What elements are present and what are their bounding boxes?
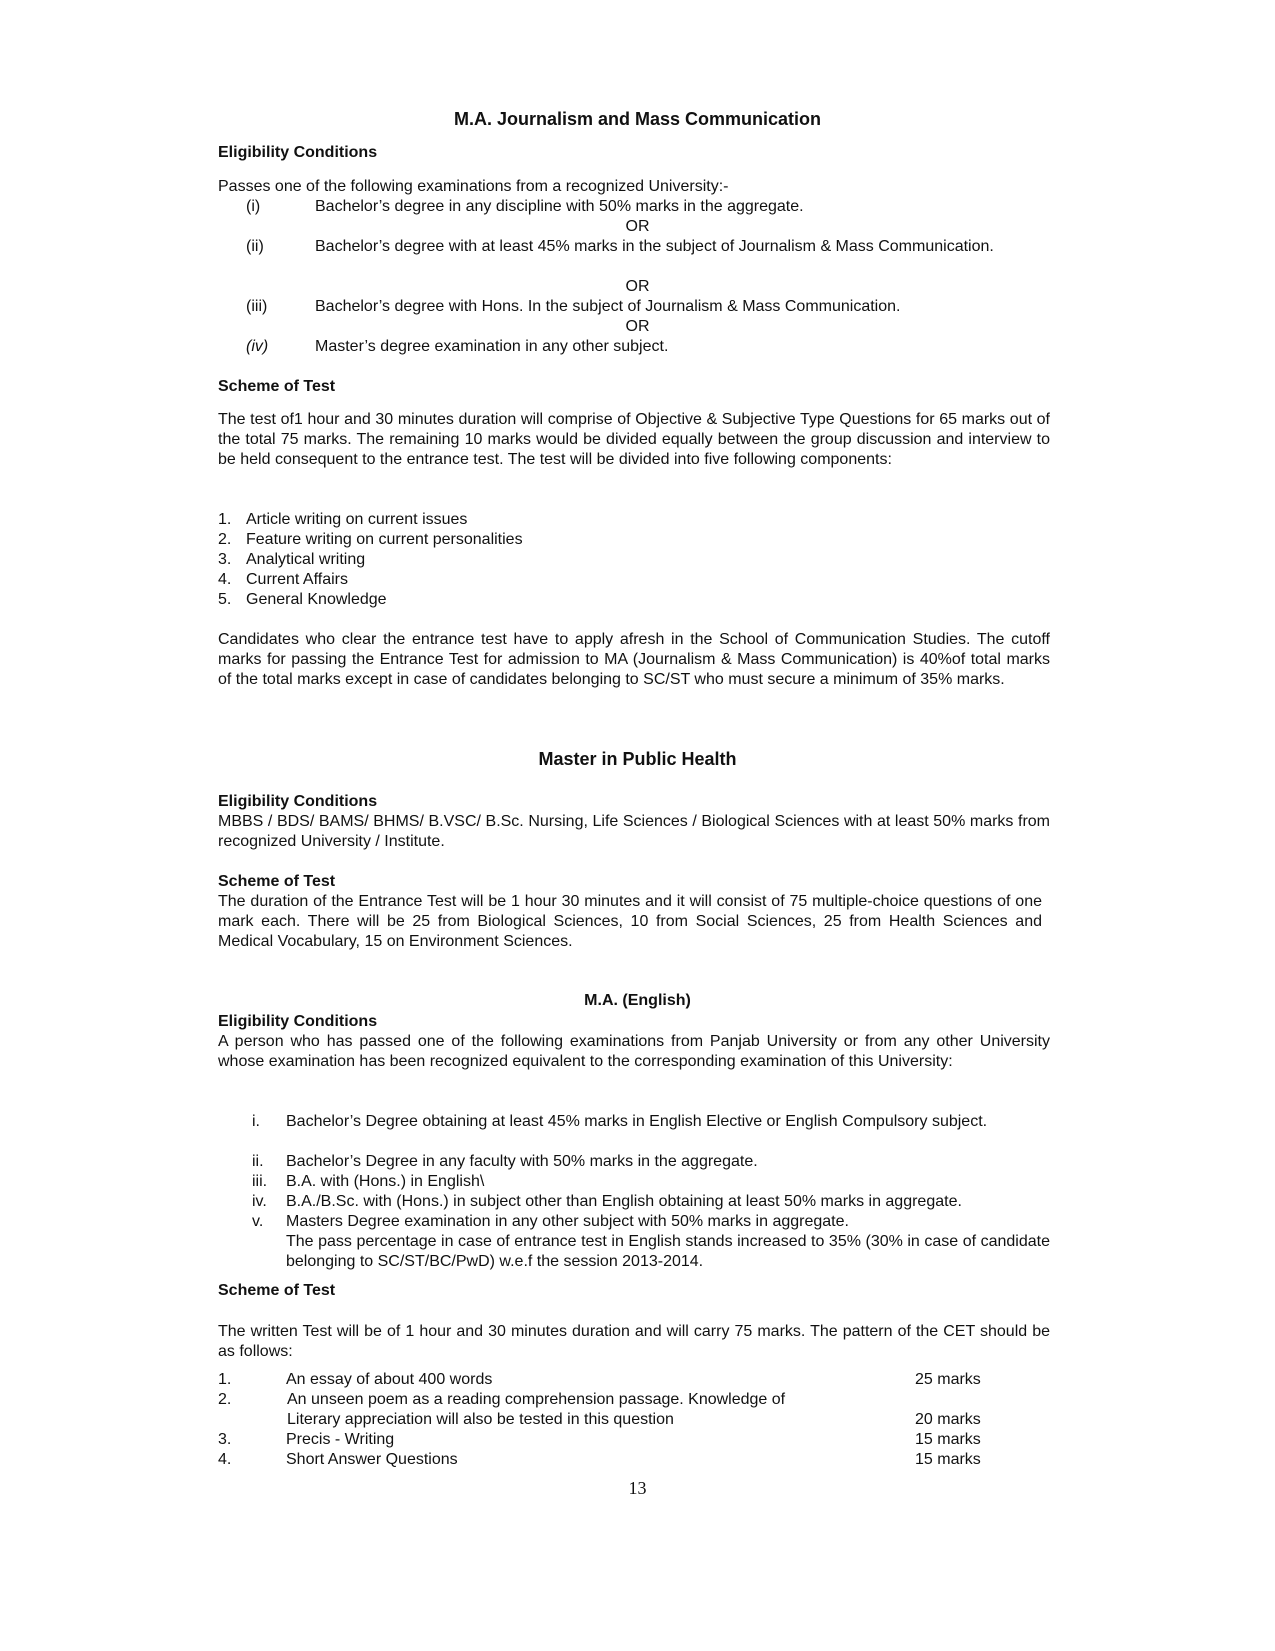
list-marker: 1. <box>218 511 232 528</box>
list-marker: (iv) <box>246 338 269 355</box>
list-marker: iii. <box>252 1173 268 1190</box>
list-marker: ii. <box>252 1153 264 1170</box>
list-item: Master’s degree examination in any other subject. <box>315 338 669 355</box>
section-title-journalism: M.A. Journalism and Mass Communication <box>453 109 822 129</box>
eligibility-heading-english: Eligibility Conditions <box>218 1013 378 1030</box>
table-row-marker: 3. <box>218 1431 232 1448</box>
table-row-marker: 2. <box>218 1391 232 1408</box>
list-marker: (ii) <box>246 238 264 255</box>
section-title-english: M.A. (English) <box>584 992 691 1009</box>
list-item: Feature writing on current personalities <box>246 531 523 548</box>
english-scheme-text: The written Test will be of 1 hour and 30 minutes duration and will carry 75 marks. The pattern of the CET should be as follows: <box>218 1323 1050 1360</box>
journalism-scheme-paragraph: The test of1 hour and 30 minutes duration will comprise of Objective & Subjective Type Questions for 65 marks out of the total 75 marks. The remaining 10 marks would be divided equally between the group discussion and interview to be held consequent to the entrance test. The test will be divided into five following components: <box>218 411 1050 468</box>
list-item: Bachelor’s Degree obtaining at least 45% marks in English Elective or English Compulsory subject. <box>286 1113 988 1130</box>
table-row-text: Short Answer Questions <box>286 1451 458 1468</box>
list-item: B.A./B.Sc. with (Hons.) in subject other than English obtaining at least 50% marks in aggregate. <box>286 1193 962 1210</box>
table-row-marks: 20 marks <box>915 1411 981 1428</box>
table-row-marks: 15 marks <box>915 1451 981 1468</box>
list-marker: v. <box>252 1213 264 1230</box>
list-item: Bachelor’s degree in any discipline with 50% marks in the aggregate. <box>315 198 804 215</box>
list-item: B.A. with (Hons.) in English\ <box>286 1173 485 1190</box>
public-health-eligibility-text: MBBS / BDS/ BAMS/ BHMS/ B.VSC/ B.Sc. Nursing, Life Sciences / Biological Sciences with at least 50% marks from recognized University / Institute. <box>218 813 1050 850</box>
public-health-scheme-text: The duration of the Entrance Test will be 1 hour 30 minutes and it will consist of 75 multiple-choice questions of one mark each. There will be 25 from Biological Sciences, 10 from Social Sciences, 25 from Health Sciences and Medical Vocabulary, 15 on Environment Sciences. <box>218 893 1042 950</box>
list-marker: 4. <box>218 571 232 588</box>
list-item: General Knowledge <box>246 591 387 608</box>
table-row-text: An essay of about 400 words <box>286 1371 493 1388</box>
page-number: 13 <box>628 1478 647 1498</box>
list-marker: (iii) <box>246 298 268 315</box>
or-separator: OR <box>625 278 650 295</box>
list-item: Masters Degree examination in any other subject with 50% marks in aggregate. <box>286 1213 849 1230</box>
table-row-text: Precis - Writing <box>286 1431 395 1448</box>
list-marker: (i) <box>246 198 261 215</box>
list-marker: iv. <box>252 1193 267 1210</box>
list-item: Bachelor’s Degree in any faculty with 50% marks in the aggregate. <box>286 1153 758 1170</box>
table-row-text-continued: Literary appreciation will also be tested in this question <box>287 1411 674 1428</box>
table-row-marks: 15 marks <box>915 1431 981 1448</box>
table-row-marker: 4. <box>218 1451 232 1468</box>
scheme-heading-journalism: Scheme of Test <box>218 378 336 395</box>
list-marker: 2. <box>218 531 232 548</box>
list-marker: 5. <box>218 591 232 608</box>
table-row-marks: 25 marks <box>915 1371 981 1388</box>
section-title-public-health: Master in Public Health <box>538 749 737 769</box>
table-row-text: An unseen poem as a reading comprehension passage. Knowledge of <box>287 1391 786 1408</box>
or-separator: OR <box>625 318 650 335</box>
list-item: Analytical writing <box>246 551 366 568</box>
scheme-heading-english: Scheme of Test <box>218 1282 336 1299</box>
table-row-marker: 1. <box>218 1371 232 1388</box>
list-item: Bachelor’s degree with Hons. In the subject of Journalism & Mass Communication. <box>315 298 901 315</box>
list-marker: i. <box>252 1113 260 1130</box>
journalism-closing-paragraph: Candidates who clear the entrance test have to apply afresh in the School of Communication Studies. The cutoff marks for passing the Entrance Test for admission to MA (Journalism & Mass Communication) is 40%of total marks of the total marks except in case of candidates belonging to SC/ST who must secure a minimum of 35% marks. <box>218 631 1050 688</box>
journalism-intro: Passes one of the following examinations from a recognized University:- <box>218 178 729 195</box>
scheme-heading-public-health: Scheme of Test <box>218 873 336 890</box>
eligibility-heading-public-health: Eligibility Conditions <box>218 793 378 810</box>
list-item: Article writing on current issues <box>246 511 468 528</box>
or-separator: OR <box>625 218 650 235</box>
eligibility-heading-journalism: Eligibility Conditions <box>218 144 378 161</box>
english-pass-note: The pass percentage in case of entrance test in English stands increased to 35% (30% in case of candidate belonging to SC/ST/BC/PwD) w.e.f the session 2013-2014. <box>286 1233 1050 1270</box>
list-item: Current Affairs <box>246 571 348 588</box>
english-eligibility-text: A person who has passed one of the following examinations from Panjab University or from any other University whose examination has been recognized equivalent to the corresponding examination of this University: <box>218 1033 1050 1070</box>
list-marker: 3. <box>218 551 232 568</box>
list-item: Bachelor’s degree with at least 45% marks in the subject of Journalism & Mass Communication. <box>315 238 994 255</box>
